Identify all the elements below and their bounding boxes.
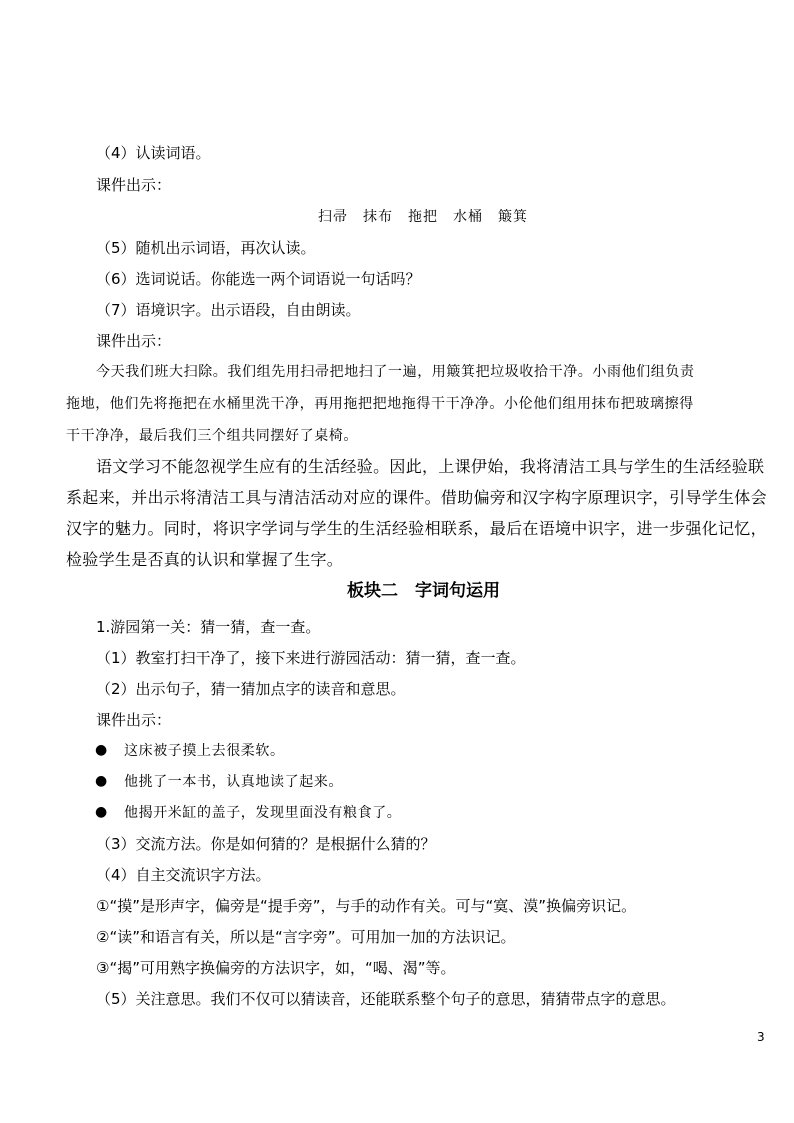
section-heading: 板块二 字词句运用 (347, 581, 500, 601)
method-1: ①“摸”是形声字，偏旁是“提手旁”，与手的动作有关。可与“寞、漠”换偏旁识记。 (96, 897, 637, 915)
step-5: （5）关注意思。我们不仅可以猜读音，还能联系整个句子的意思，猜猜带点字的意思。 (96, 990, 676, 1008)
word-list: 扫帚 抹布 拖把 水桶 簸箕 (318, 209, 528, 225)
example-sentence: 他挑了一本书，认真地读了起来。 (124, 774, 343, 790)
bullet-icon: ● (95, 742, 108, 758)
method-2: ②“读”和语言有关，所以是“言字旁”。可用加一加的方法识记。 (96, 928, 516, 946)
passage-line: 今天我们班大扫除。我们组先用扫帚把地扫了一遍，用簸箕把垃圾收拾干净。小雨他们组负责 (96, 364, 695, 380)
passage-line: 干干净净，最后我们三个组共同摆好了桌椅。 (66, 428, 358, 444)
activity-title: 1.游园第一关：猜一猜，查一查。 (96, 618, 321, 636)
item-7: （7）语境识字。出示语段，自由朗读。 (96, 301, 361, 319)
step-1: （1）教室打扫干净了，接下来进行游园活动：猜一猜，查一查。 (96, 649, 526, 667)
passage-line: 拖地，他们先将拖把在水桶里洗干净，再用拖把把地拖得干干净净。小伦他们组用抹布把玻璃擦得 (66, 396, 694, 412)
commentary-line: 系起来，并出示将清洁工具与清洁活动对应的课件。借助偏旁和汉字构字原理识字，引导学生体会 (66, 488, 767, 507)
slide-label: 课件出示： (96, 332, 172, 350)
example-sentence: 他揭开米缸的盖子，发现里面没有粮食了。 (124, 805, 402, 821)
bullet-icon: ● (95, 804, 108, 820)
step-3: （3）交流方法。你是如何猜的？是根据什么猜的？ (96, 835, 436, 853)
step-2: （2）出示句子，猜一猜加点字的读音和意思。 (96, 680, 406, 698)
method-3: ③“揭”可用熟字换偏旁的方法识字，如，“喝、渴”等。 (96, 959, 456, 977)
item-4-read-words: （4）认读词语。 (96, 144, 211, 162)
commentary-line: 语文学习不能忽视学生应有的生活经验。因此，上课伊始，我将清洁工具与学生的生活经验联 (96, 457, 765, 476)
example-sentence: 这床被子摸上去很柔软。 (124, 743, 285, 759)
slide-label: 课件出示： (96, 711, 172, 729)
step-4: （4）自主交流识字方法。 (96, 866, 271, 884)
item-6: （6）选词说话。你能选一两个词语说一句话吗？ (96, 270, 421, 288)
item-5: （5）随机出示词语，再次认读。 (96, 239, 316, 257)
commentary-line: 汉字的魅力。同时，将识字学词与学生的生活经验相联系，最后在语境中识字，进一步强化记忆， (66, 519, 767, 538)
commentary-line: 检验学生是否真的认识和掌握了生字。 (66, 550, 344, 569)
bullet-icon: ● (95, 773, 108, 789)
page-number: 3 (757, 1030, 765, 1044)
slide-label: 课件出示： (96, 176, 172, 194)
